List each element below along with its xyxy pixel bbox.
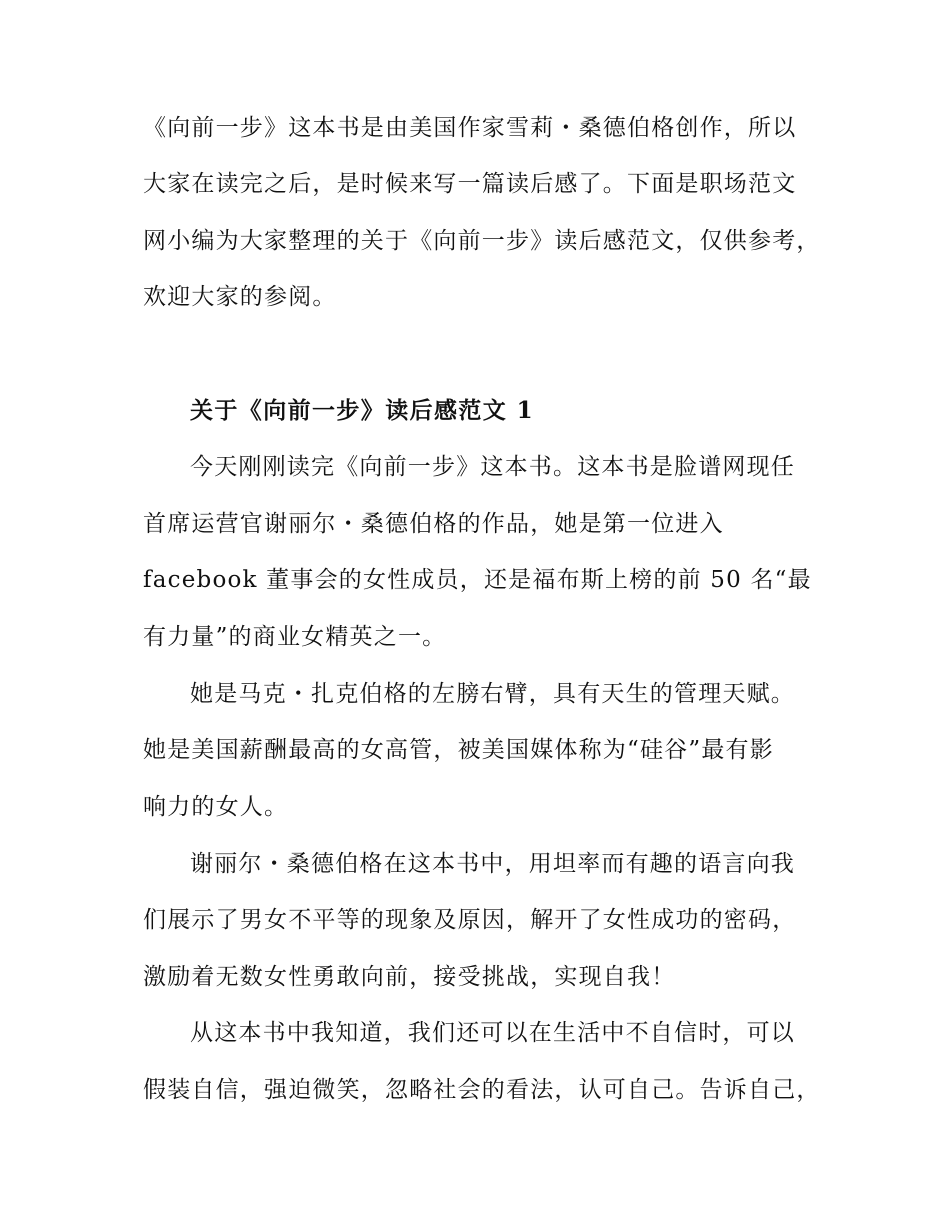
- paragraph-4-line-2: 假装自信，强迫微笑，忽略社会的看法，认可自己。告诉自己，: [143, 1077, 821, 1103]
- intro-line-3: 网小编为大家整理的关于《向前一步》读后感范文，仅供参考，: [143, 228, 821, 254]
- paragraph-1-line-4: 有力量”的商业女精英之一。: [143, 624, 447, 650]
- paragraph-1-line-3: facebook 董事会的女性成员，还是福布斯上榜的前 50 名“最: [143, 567, 812, 593]
- intro-line-4: 欢迎大家的参阅。: [143, 284, 337, 310]
- intro-line-1: 《向前一步》这本书是由美国作家雪莉・桑德伯格创作，所以: [143, 115, 797, 141]
- intro-line-2: 大家在读完之后，是时候来写一篇读后感了。下面是职场范文: [143, 171, 797, 197]
- section-heading: 关于《向前一步》读后感范文 1: [190, 397, 535, 424]
- paragraph-2-line-3: 响力的女人。: [143, 794, 289, 820]
- paragraph-1-line-1: 今天刚刚读完《向前一步》这本书。这本书是脸谱网现任: [190, 454, 795, 480]
- paragraph-2-line-1: 她是马克・扎克伯格的左膀右臂，具有天生的管理天赋。: [190, 681, 795, 707]
- paragraph-3-line-3: 激励着无数女性勇敢向前，接受挑战，实现自我！: [143, 964, 676, 990]
- paragraph-4-line-1: 从这本书中我知道，我们还可以在生活中不自信时，可以: [190, 1020, 795, 1046]
- paragraph-1-line-2: 首席运营官谢丽尔・桑德伯格的作品，她是第一位进入: [143, 511, 724, 537]
- paragraph-3-line-2: 们展示了男女不平等的现象及原因，解开了女性成功的密码，: [143, 907, 797, 933]
- paragraph-2-line-2: 她是美国薪酬最高的女高管，被美国媒体称为“硅谷”最有影: [143, 737, 774, 763]
- paragraph-3-line-1: 谢丽尔・桑德伯格在这本书中，用坦率而有趣的语言向我: [190, 851, 795, 877]
